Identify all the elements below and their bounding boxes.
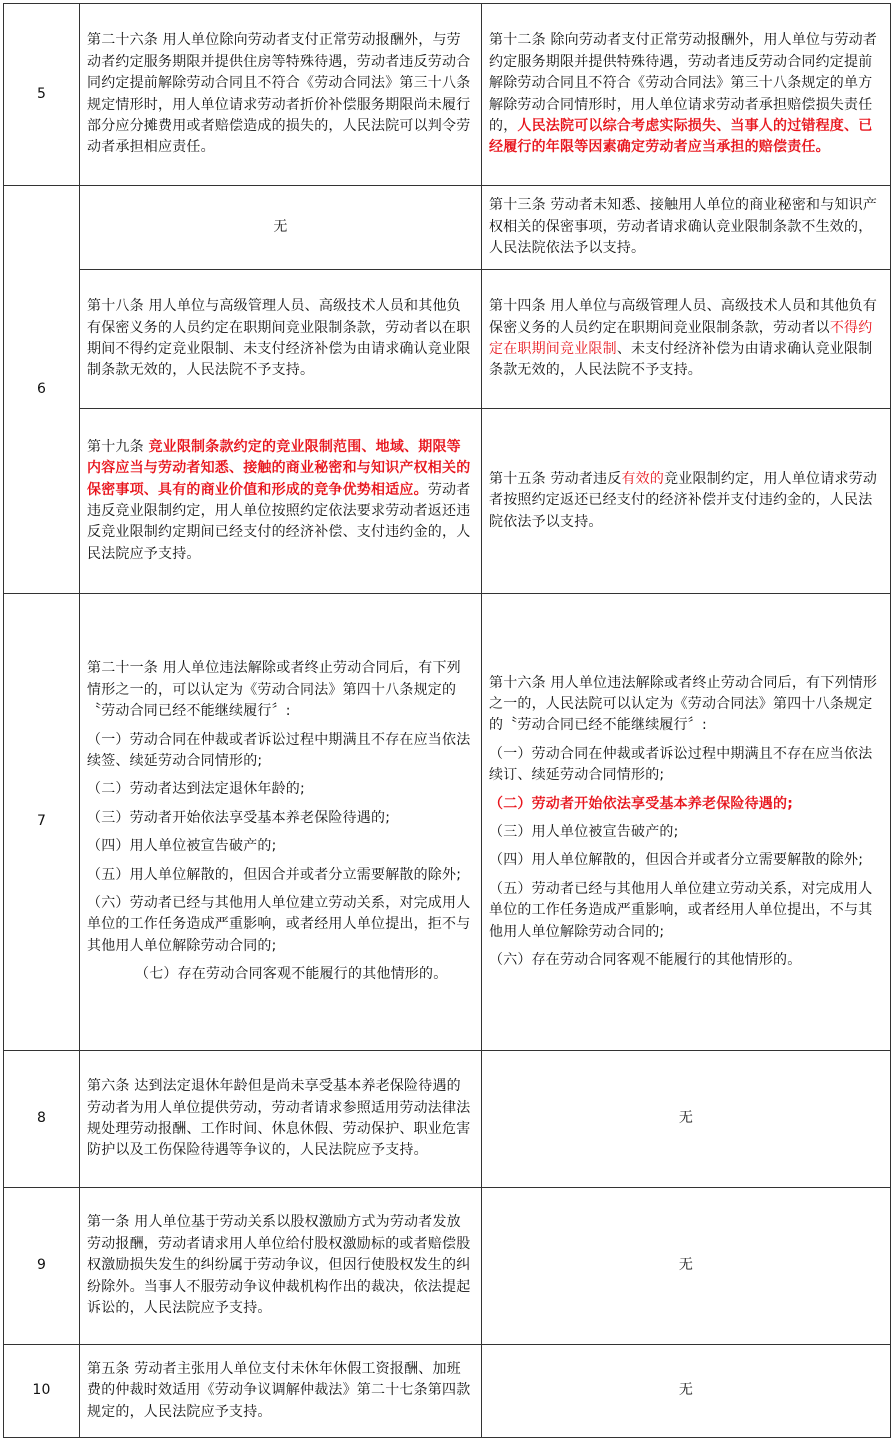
new-provision-cell: 无	[482, 1051, 891, 1188]
list-item-highlight: （二）劳动者开始依法享受基本养老保险待遇的;	[489, 795, 793, 812]
table-row	[4, 4, 891, 186]
provision-text	[87, 437, 474, 565]
list-item: （五）劳动者已经与其他用人单位建立劳动关系，对完成用人单位的工作任务造成严重影响，或者经用人单位提出，不与其他用人单位解除劳动合同的;	[489, 880, 873, 940]
table-row	[4, 1345, 891, 1438]
row-number: 5	[4, 4, 80, 186]
provision-text: 第十三条 劳动者未知悉、接触用人单位的商业秘密和与知识产权相关的保密事项，劳动者请求确认竞业限制条款不生效的，人民法院依法予以支持。	[489, 197, 878, 257]
list-item: （三）劳动者开始依法享受基本养老保险待遇的;	[87, 809, 391, 826]
old-provision-cell	[80, 409, 482, 594]
row-number: 8	[4, 1051, 80, 1188]
old-provision-cell	[80, 1051, 482, 1188]
new-provision-cell	[482, 4, 891, 186]
old-provision-cell	[80, 4, 482, 186]
list-item: （七）存在劳动合同客观不能履行的其他情形的。	[135, 966, 448, 983]
list-item: （三）用人单位被宣告破产的;	[489, 824, 679, 840]
list-item: （二）劳动者达到法定退休年龄的;	[87, 781, 305, 798]
row-number: 10	[4, 1345, 80, 1438]
provision-text: 第十八条 用人单位与高级管理人员、高级技术人员和其他负有保密义务的人员约定在职期间竞业限制条款，劳动者以在职期间不得约定竞业限制、未支付经济补偿为由请求确认竞业限制条款无效的，人民法院不予支持。	[87, 298, 471, 379]
list-item: （四）用人单位被宣告破产的;	[87, 838, 277, 855]
row-number: 6	[4, 186, 80, 594]
row-number: 9	[4, 1188, 80, 1345]
list-item: （一）劳动合同在仲裁或者诉讼过程中期满且不存在应当依法续签、续延劳动合同情形的;	[87, 731, 471, 769]
new-provision-cell	[482, 409, 891, 594]
provision-text-highlight: 人民法院可以综合考虑实际损失、当事人的过错程度、已经履行的年限等因素确定劳动者应当承担的赔偿责任。	[489, 117, 873, 156]
new-provision-cell	[482, 270, 891, 409]
new-provision-cell: 无	[482, 1188, 891, 1345]
list-item: （六）存在劳动合同客观不能履行的其他情形的。	[489, 952, 802, 969]
old-provision-cell	[80, 1345, 482, 1438]
provision-text	[489, 296, 883, 382]
provision-text: 第五条 劳动者主张用人单位支付未休年休假工资报酬、加班费的仲裁时效适用《劳动争议调解仲裁法》第二十七条第四款规定的，人民法院应予支持。	[87, 1360, 471, 1420]
provision-text-highlight: 有效的	[621, 470, 665, 487]
table-row	[4, 409, 891, 594]
provision-text-highlight: 竞业限制条款约定的竞业限制范围、地域、期限等内容应当与劳动者知悉、接触的商业秘密和与知识产权相关的保密事项、具有的商业价值和形成的竞争优势相适应。	[87, 438, 471, 498]
provision-text: 第一条 用人单位基于劳动关系以股权激励方式为劳动者发放劳动报酬，劳动者请求用人单位给付股权激励标的或者赔偿股权激励损失发生的纠纷属于劳动争议，但因行使股权发生的纠纷除外。当事人不服劳动争议仲裁机构作出的裁决，依法提起诉讼的，人民法院应予支持。	[87, 1214, 471, 1317]
table-row	[4, 186, 891, 270]
comparison-table	[3, 3, 891, 1438]
provision-text	[489, 30, 883, 158]
list-item: （一）劳动合同在仲裁或者诉讼过程中期满且不存在应当依法续订、续延劳动合同情形的;	[489, 745, 873, 784]
new-provision-cell: 无	[482, 1345, 891, 1438]
provision-text-plain: 第十五条 劳动者违反	[489, 470, 622, 487]
table-row	[4, 270, 891, 409]
table-row	[4, 1188, 891, 1345]
list-item: （四）用人单位解散的，但因合并或者分立需要解散的除外;	[489, 852, 864, 869]
old-provision-cell	[80, 270, 482, 409]
provision-text-plain: 第十二条 除向劳动者支付正常劳动报酬外，用人单位与劳动者约定服务期限并提供特殊待遇，劳动者违反劳动合同约定提前解除劳动合同且不符合《劳动合同法》第三十八条规定的单方解除劳动合同情形时，用人单位请求劳动者承担赔偿损失责任的，	[489, 32, 878, 134]
provision-text-highlight: 不得约定在职期间竞业限制	[489, 319, 873, 357]
provision-text: 第二十六条 用人单位除向劳动者支付正常劳动报酬外，与劳动者约定服务期限并提供住房等特殊待遇，劳动者违反劳动合同约定提前解除劳动合同且不符合《劳动合同法》第三十八条规定情形时，用人单位请求劳动者折价补偿服务期限尚未履行部分应分摊费用或者赔偿造成的损失的，人民法院可以判令劳动者承担相应责任。	[87, 32, 471, 156]
provision-text: 第二十一条 用人单位违法解除或者终止劳动合同后，有下列情形之一的，可以认定为《劳动合同法》第四十八条规定的〝劳动合同已经不能继续履行〞:	[87, 660, 461, 720]
provision-text-plain: 劳动者违反竞业限制约定，用人单位按照约定依法要求劳动者返还违反竞业限制约定期间已经支付的经济补偿、支付违约金的，人民法院应予支持。	[87, 481, 471, 562]
list-item: （五）用人单位解散的，但因合并或者分立需要解散的除外;	[87, 866, 462, 883]
provision-text-plain: 竞业限制约定，用人单位请求劳动者按照约定返还已经支付的经济补偿并支付违约金的，人民法院依法予以支持。	[489, 470, 878, 530]
row-number: 7	[4, 594, 80, 1051]
list-item: （六）劳动者已经与其他用人单位建立劳动关系，对完成用人单位的工作任务造成严重影响，或者经用人单位提出，拒不与其他用人单位解除劳动合同的;	[87, 895, 471, 954]
table-row	[4, 1051, 891, 1188]
provision-text	[489, 469, 883, 533]
old-provision-cell: 无	[80, 186, 482, 270]
provision-text: 第六条 达到法定退休年龄但是尚未享受基本养老保险待遇的劳动者为用人单位提供劳动，劳动者请求参照适用劳动法律法规处理劳动报酬、工作时间、休息休假、劳动保护、职业危害防护以及工伤保险待遇等争议的，人民法院应予支持。	[87, 1078, 471, 1159]
provision-text-plain: 、未支付经济补偿为由请求确认竞业限制条款无效的，人民法院不予支持。	[489, 341, 873, 379]
new-provision-cell	[482, 186, 891, 270]
new-provision-cell	[482, 594, 891, 1051]
provision-text-plain: 第十九条	[87, 438, 149, 455]
old-provision-cell	[80, 1188, 482, 1345]
provision-text-plain: 第十四条 用人单位与高级管理人员、高级技术人员和其他负有保密义务的人员约定在职期间竞业限制条款，劳动者以	[489, 298, 878, 336]
old-provision-cell	[80, 594, 482, 1051]
provision-text: 第十六条 用人单位违法解除或者终止劳动合同后，有下列情形之一的，人民法院可以认定为《劳动合同法》第四十八条规定的〝劳动合同已经不能继续履行〞:	[489, 674, 878, 734]
table-row	[4, 594, 891, 1051]
